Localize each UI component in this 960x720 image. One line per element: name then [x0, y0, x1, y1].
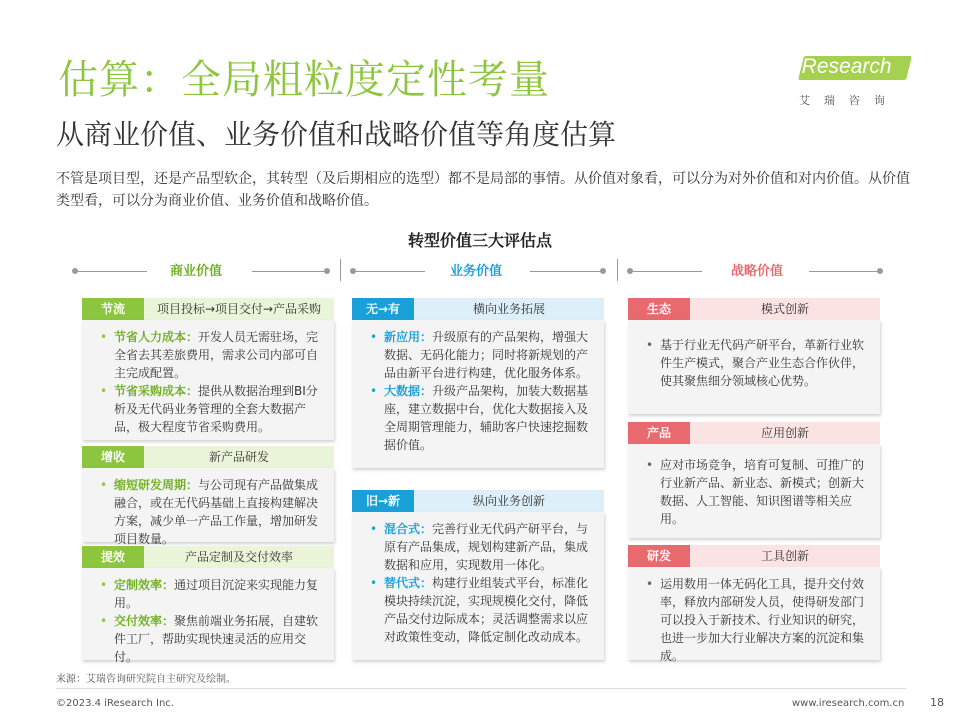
- card-tag: 无→有: [352, 298, 414, 320]
- list-item: • 交付效率：聚焦前端业务拓展，自建软件工厂，帮助实现快速灵活的应用交付。: [94, 612, 322, 666]
- list-item: • 缩短研发周期：与公司现有产品做集成融合，或在无代码基础上直接构建解决方案，减少单一产品工作量，增加研发项目数量。: [94, 476, 322, 548]
- page-number: 18: [930, 696, 944, 709]
- column-divider: [340, 259, 341, 281]
- list-item: • 应对市场竞争，培育可复制、可推广的行业新产品、新业态、新模式；创新大数据、人工智能、知识图谱等相关应用。: [640, 456, 868, 528]
- intro-paragraph: 不管是项目型，还是产品型软企，其转型（及后期相应的选型）都不是局部的事情。从价值对象看，可以分为对外价值和对内价值。从价值类型看，可以分为商业价值、业务价值和战略价值。: [56, 171, 910, 209]
- logo-subtitle: 艾瑞咨询: [799, 94, 899, 107]
- card-body-product: [628, 444, 880, 538]
- card-tag: 增收: [82, 446, 144, 468]
- card-title: 模式创新: [690, 298, 880, 320]
- iresearch-logo: [795, 50, 911, 110]
- card-title: 项目投标→项目交付→产品采购: [144, 298, 334, 320]
- list-item: • 新应用：升级原有的产品架构，增强大数据、无码化能力；同时将新规划的产品由新平台进行构建，优化服务体系。: [364, 328, 592, 382]
- card-body-efficiency: [82, 568, 334, 664]
- list-item: • 节省采购成本：提供从数据治理到BI分析及无代码业务管理的全套大数据产品，极大程度节省采购费用。: [94, 382, 322, 436]
- list-item: • 运用数用一体无码化工具，提升交付效率，释放内部研发人员，使得研发部门可以投入于新技术、行业知识的研究，也进一步加大行业解决方案的沉淀和集成。: [640, 575, 868, 665]
- logo-brand: iResearch: [797, 55, 892, 78]
- card-body-horizontal: [352, 320, 604, 468]
- section-title: 转型价值三大评估点: [407, 231, 552, 250]
- card-body-revenue: [82, 468, 334, 546]
- card-header-revenue: [82, 446, 334, 468]
- list-item: • 大数据：升级产品架构，加装大数据基座，建立数据中台，优化大数据接入及全周期管理能力，辅助客户快速挖掘数据价值。: [364, 382, 592, 454]
- website-link[interactable]: www.iresearch.com.cn: [792, 698, 905, 709]
- card-title: 应用创新: [690, 422, 880, 444]
- source-note: 来源：艾瑞咨询研究院自主研究及绘制。: [56, 674, 236, 685]
- card-title: 产品定制及交付效率: [144, 546, 334, 568]
- page-title: 估算：全局粗粒度定性考量: [58, 57, 550, 103]
- column-divider: [617, 259, 618, 281]
- card-header-vertical: [352, 490, 604, 512]
- column-header-commercial: [72, 263, 330, 281]
- card-header-rnd: [628, 545, 880, 567]
- card-body-cost-saving: [82, 320, 334, 440]
- list-item: • 基于行业无代码产研平台，革新行业软件生产模式，聚合产业生态合作伙伴，使其聚焦细分领域核心优势。: [640, 336, 868, 390]
- column-label: 商业价值: [170, 264, 223, 279]
- card-body-ecosystem: [628, 320, 880, 414]
- column-label: 业务价值: [450, 264, 503, 279]
- card-tag: 旧→新: [352, 490, 414, 512]
- list-item: • 定制效率：通过项目沉淀来实现能力复用。: [94, 576, 322, 612]
- card-tag: 节流: [82, 298, 144, 320]
- card-header-efficiency: [82, 546, 334, 568]
- card-title: 横向业务拓展: [414, 298, 604, 320]
- card-title: 新产品研发: [144, 446, 334, 468]
- list-item: • 节省人力成本：开发人员无需驻场，完全省去其差旅费用，需求公司内部可自主完成配置。: [94, 328, 322, 382]
- column-header-strategic: [627, 263, 883, 281]
- page-subtitle: 从商业价值、业务价值和战略价值等角度估算: [56, 118, 617, 151]
- card-title: 纵向业务创新: [414, 490, 604, 512]
- list-item: • 替代式：构建行业组装式平台，标准化模块持续沉淀，实现规模化交付，降低产品交付边际成本；灵活调整需求以应对政策性变动，降低定制化改动成本。: [364, 574, 592, 646]
- card-header-horizontal: [352, 298, 604, 320]
- card-tag: 提效: [82, 546, 144, 568]
- card-tag: 产品: [628, 422, 690, 444]
- card-tag: 研发: [628, 545, 690, 567]
- copyright: ©2023.4 iResearch Inc.: [56, 698, 174, 709]
- list-item: • 混合式：完善行业无代码产研平台，与原有产品集成，规划构建新产品，集成数据和应用，实现数用一体化。: [364, 520, 592, 574]
- card-body-rnd: [628, 567, 880, 663]
- card-tag: 生态: [628, 298, 690, 320]
- card-title: 工具创新: [690, 545, 880, 567]
- column-label: 战略价值: [731, 264, 784, 279]
- card-body-vertical: [352, 512, 604, 660]
- card-header-cost-saving: [82, 298, 334, 320]
- card-header-ecosystem: [628, 298, 880, 320]
- card-header-product: [628, 422, 880, 444]
- footer-divider: [56, 688, 906, 689]
- column-header-business: [350, 263, 606, 281]
